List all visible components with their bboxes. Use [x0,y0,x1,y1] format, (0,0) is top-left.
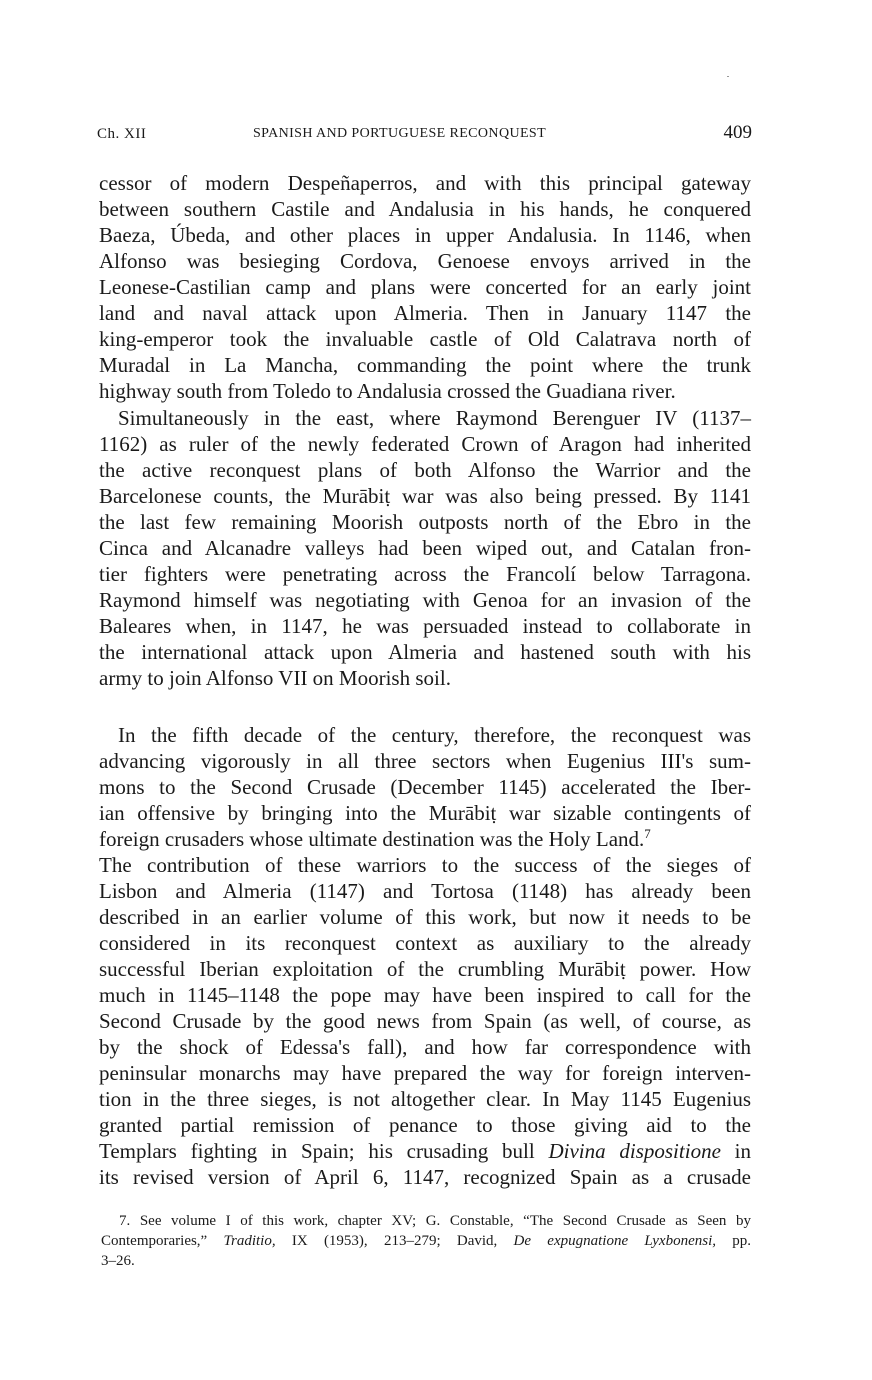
text-line: granted partial remission of penance to those giving aid to the [99,1113,751,1137]
text-line: Raymond himself was negotiating with Genoa for an invasion of the [99,588,751,612]
text-line: tion in the three sieges, is not altogether clear. In May 1145 Eugenius [99,1087,751,1111]
chapter-label: Ch. XII [97,126,147,142]
text-line: In the fifth decade of the century, therefore, the reconquest was [118,723,751,747]
text-line: Second Crusade by the good news from Spain (as well, of course, as [99,1009,751,1033]
text-line: Leonese-Castilian camp and plans were concerted for an early joint [99,275,751,299]
text-line: king-emperor took the invaluable castle of Old Calatrava north of [99,327,751,351]
book-title: De expugnatione Lyxbonensi, [513,1233,716,1249]
text-line: mons to the Second Crusade (December 1145) accelerated the Iber- [99,775,751,799]
text-line: peninsular monarchs may have prepared the way for foreign interven- [99,1061,751,1085]
text-line: army to join Alfonso VII on Moorish soil. [99,666,451,690]
text-line: the international attack upon Almeria and hastened south with his [99,640,751,664]
text-line: highway south from Toledo to Andalusia crossed the Guadiana river. [99,379,676,403]
text-span: Templars fighting in Spain; his crusading bull [99,1139,549,1163]
text-line: Simultaneously in the east, where Raymond Berenguer IV (1137– [118,406,751,430]
text-span: in [720,1139,751,1163]
text-line: cessor of modern Despeñaperros, and with this principal gateway [99,171,751,195]
text-line: Baleares when, in 1147, he was persuaded instead to collaborate in [99,614,751,638]
text-line: its revised version of April 6, 1147, recognized Spain as a crusade [99,1165,751,1189]
page-number: 409 [723,122,752,143]
text-line: Lisbon and Almeria (1147) and Tortosa (1148) has already been [99,879,751,903]
text-line: land and naval attack upon Almeria. Then in January 1147 the [99,301,751,325]
text-span: IX (1953), 213–279; David, [275,1233,514,1249]
text-line: The contribution of these warriors to the success of the sieges of [99,853,751,877]
text-line: Alfonso was besieging Cordova, Genoese envoys arrived in the [99,249,751,273]
text-line: advancing vigorously in all three sectors when Eugenius III's sum- [99,749,751,773]
footnote-ref: 7 [644,826,651,841]
running-header [97,122,752,150]
text-line: 1162) as ruler of the newly federated Crown of Aragon had inherited [99,432,751,456]
text-line: much in 1145–1148 the pope may have been inspired to call for the [99,983,751,1007]
text-line: Muradal in La Mancha, commanding the point where the trunk [99,353,751,377]
text-span: foreign crusaders whose ultimate destination was the Holy Land. [99,827,645,851]
text-line: ian offensive by bringing into the Murābiṭ war sizable contingents of [99,801,751,825]
bull-title: Divina dispositione [548,1139,721,1163]
text-line: by the shock of Edessa's fall), and how far correspondence with [99,1035,751,1059]
text-line: described in an earlier volume of this work, but now it needs to be [99,905,751,929]
footnote-line: 7. See volume I of this work, chapter XV; G. Constable, “The Second Crusade as Seen by [119,1213,751,1229]
text-line: between southern Castile and Andalusia in his hands, he conquered [99,197,751,221]
footnote-line [101,1231,751,1251]
text-span: Contemporaries,” [101,1233,224,1249]
journal-title: Traditio, [223,1233,276,1249]
text-line [99,826,751,852]
footnote-line: 3–26. [101,1253,135,1269]
text-line: Barcelonese counts, the Murābiṭ war was also being pressed. By 1141 [99,484,751,508]
text-line: the last few remaining Moorish outposts north of the Ebro in the [99,510,751,534]
scan-speck [727,76,729,77]
text-line: the active reconquest plans of both Alfonso the Warrior and the [99,458,751,482]
running-title: SPANISH AND PORTUGUESE RECONQUEST [253,126,547,141]
text-line: considered in its reconquest context as auxiliary to the already [99,931,751,955]
text-line: Cinca and Alcanadre valleys had been wiped out, and Catalan fron- [99,536,751,560]
text-line: Baeza, Úbeda, and other places in upper Andalusia. In 1146, when [99,223,751,247]
text-span: pp. [716,1233,752,1249]
text-line: tier fighters were penetrating across the Francolí below Tarragona. [99,562,751,586]
text-line [99,1138,751,1164]
text-line: successful Iberian exploitation of the crumbling Murābiṭ power. How [99,957,751,981]
